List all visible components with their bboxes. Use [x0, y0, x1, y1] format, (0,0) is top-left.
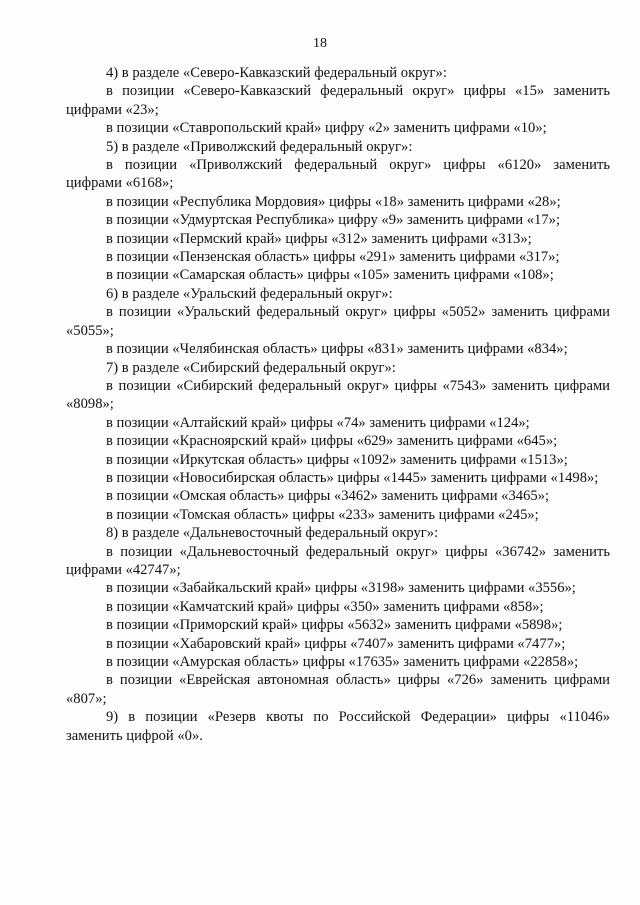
- paragraph: в позиции «Камчатский край» цифры «350» заменить цифрами «858»;: [106, 598, 544, 615]
- paragraph-section-4-heading: 4) в разделе «Северо-Кавказский федеральный округ»:: [106, 65, 447, 81]
- paragraph: в позиции «Уральский федеральный округ» цифры «5052» заменить цифрами «5055»;: [66, 304, 610, 339]
- paragraph: в позиции «Пензенская область» цифры «291» заменить цифрами «317»;: [106, 249, 560, 266]
- paragraph: в позиции «Новосибирская область» цифры «1445» заменить цифрами «1498»;: [106, 469, 599, 486]
- paragraph: в позиции «Республика Мордовия» цифры «18» заменить цифрами «28»;: [106, 193, 561, 210]
- paragraph: в позиции «Челябинская область» цифры «831» заменить цифрами «834»;: [106, 341, 568, 358]
- paragraph: в позиции «Амурская область» цифры «17635» заменить цифрами «22858»;: [106, 654, 579, 670]
- paragraph-section-6-heading: 6) в разделе «Уральский федеральный округ»:: [106, 285, 393, 302]
- paragraph: в позиции «Пермский край» цифры «312» заменить цифрами «313»;: [106, 230, 532, 247]
- paragraph: в позиции «Ставропольский край» цифру «2» заменить цифрами «10»;: [106, 120, 547, 137]
- paragraph: в позиции «Алтайский край» цифры «74» заменить цифрами «124»;: [106, 414, 530, 431]
- paragraph: в позиции «Омская область» цифры «3462» заменить цифрами «3465»;: [106, 488, 550, 505]
- paragraph: в позиции «Томская область» цифры «233» заменить цифрами «245»;: [106, 506, 539, 523]
- paragraph: в позиции «Дальневосточный федеральный округ» цифры «36742» заменить цифрами «42747»;: [66, 543, 610, 578]
- paragraph: в позиции «Еврейская автономная область» цифры «726» заменить цифрами «807»;: [66, 672, 610, 707]
- page-number: 18: [313, 36, 327, 51]
- paragraph: в позиции «Приволжский федеральный округ» цифры «6120» заменить цифрами «6168»;: [66, 157, 610, 192]
- paragraph: в позиции «Приморский край» цифры «5632» заменить цифрами «5898»;: [106, 617, 563, 634]
- paragraph: в позиции «Хабаровский край» цифры «7407» заменить цифрами «7477»;: [106, 635, 566, 652]
- paragraph-section-8-heading: 8) в разделе «Дальневосточный федеральный округ»:: [106, 525, 439, 542]
- document-body: [66, 64, 610, 745]
- paragraph: в позиции «Красноярский край» цифры «629» заменить цифрами «645»;: [106, 433, 558, 450]
- paragraph-section-5-heading: 5) в разделе «Приволжский федеральный округ»:: [106, 138, 413, 155]
- paragraph: в позиции «Иркутская область» цифры «1092» заменить цифрами «1513»;: [106, 451, 568, 468]
- paragraph-section-9: 9) в позиции «Резерв квоты по Российской Федерации» цифры «11046» заменить цифрой «0».: [66, 709, 610, 744]
- paragraph: в позиции «Северо-Кавказский федеральный округ» цифры «15» заменить цифрами «23»;: [66, 83, 610, 118]
- paragraph: в позиции «Удмуртская Республика» цифру «9» заменить цифрами «17»;: [106, 212, 560, 229]
- paragraph: в позиции «Самарская область» цифры «105» заменить цифрами «108»;: [106, 267, 554, 284]
- paragraph: в позиции «Сибирский федеральный округ» цифры «7543» заменить цифрами «8098»;: [66, 377, 610, 413]
- paragraph-section-7-heading: 7) в разделе «Сибирский федеральный округ»:: [106, 359, 396, 376]
- paragraph: в позиции «Забайкальский край» цифры «3198» заменить цифрами «3556»;: [106, 580, 576, 597]
